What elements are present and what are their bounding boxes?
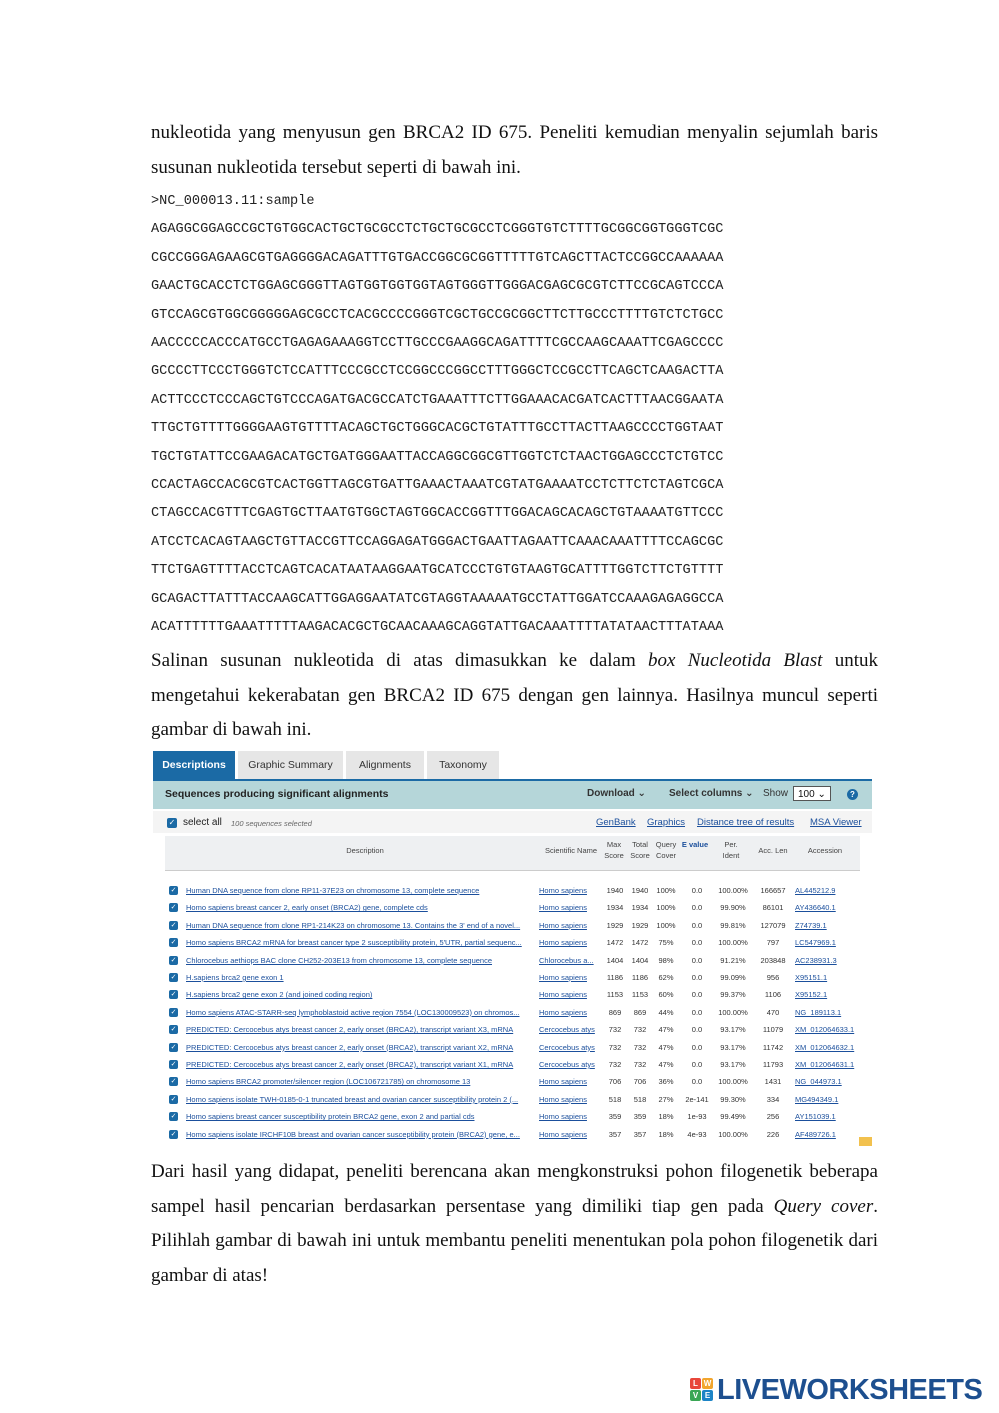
row-scientific-name-link[interactable]: Homo sapiens xyxy=(539,938,587,948)
nucleotide-sequence xyxy=(151,188,878,643)
row-checkbox[interactable]: ✓ xyxy=(170,1061,177,1068)
row-len-cell: 226 xyxy=(766,1129,780,1139)
row-max-cell: 732 xyxy=(608,1060,622,1069)
row-qc-cell: 27% xyxy=(658,1094,674,1104)
row-description-link[interactable]: Chlorocebus aethiops BAC clone CH252-203E13 from chromosome 13, complete sequence xyxy=(186,955,493,965)
row-e-cell: 0.0 xyxy=(691,903,703,913)
row-max-cell: 732 xyxy=(608,1042,622,1052)
row-pi-cell: 99.37% xyxy=(720,990,746,1000)
row-len-cell: 797 xyxy=(766,938,780,948)
table-row[interactable] xyxy=(153,935,872,952)
table-row[interactable] xyxy=(153,918,872,935)
row-scientific-name-link[interactable]: Homo sapiens xyxy=(539,1129,587,1139)
row-accession-link[interactable]: AY436640.1 xyxy=(795,903,836,913)
row-scientific-name-link[interactable]: Chlorocebus a... xyxy=(539,955,594,965)
row-accession-link[interactable]: AL445212.9 xyxy=(795,886,836,895)
row-accession-link[interactable]: X95151.1 xyxy=(795,973,828,982)
table-row[interactable] xyxy=(153,1040,872,1057)
col-query-cover[interactable]: Query Cover xyxy=(655,840,677,860)
row-len-cell: 86101 xyxy=(762,903,784,913)
row-accession-link[interactable]: Z74739.1 xyxy=(795,920,827,930)
row-max-cell: 1153 xyxy=(606,990,624,1000)
row-e-cell: 0.0 xyxy=(691,938,703,948)
sequence-line: TTCTGAGTTTTACCTCAGTCACATAATAAGGAATGCATCCCTGTGTAAGTGCATTTTGGTCTTCTGTTTT xyxy=(151,563,724,579)
table-row[interactable] xyxy=(153,900,872,917)
sequence-line: TTGCTGTTTTGGGGAAGTGTTTTACAGCTGCTGGGCACGCTGTATTTGCCTTACTTAAGCCCCTGGTAAT xyxy=(151,421,724,437)
row-max-cell: 359 xyxy=(608,1112,622,1122)
row-description-link[interactable]: Human DNA sequence from clone RP11-37E23 on chromosome 13, complete sequence xyxy=(186,886,480,895)
col-acc-len[interactable]: Acc. Len xyxy=(758,846,788,855)
liveworksheets-logo xyxy=(690,1373,990,1407)
sequence-line: GTCCAGCGTGGCGGGGGAGCGCCTCACGCCCCGGGTCGCTGCCGCGGCTTCTTGCCCTTTTGTCTCTGCC xyxy=(151,307,724,323)
row-checkbox[interactable]: ✓ xyxy=(170,921,177,929)
row-scientific-name-link[interactable]: Homo sapiens xyxy=(539,920,587,930)
row-qc-cell: 47% xyxy=(658,1060,674,1069)
row-total-cell: 1940 xyxy=(631,886,649,895)
table-row[interactable] xyxy=(153,1057,872,1074)
table-row[interactable] xyxy=(153,1092,872,1109)
table-row[interactable] xyxy=(153,1127,872,1144)
table-row[interactable] xyxy=(153,883,872,900)
table-row[interactable] xyxy=(153,1109,872,1126)
intro-paragraph: nukleotida yang menyusun gen BRCA2 ID 675. Peneliti kemudian menyalin sejumlah baris susunan nukleotida tersebut seperti di bawah ini. xyxy=(151,122,878,178)
select-all-label: select all xyxy=(183,817,222,828)
row-total-cell: 1186 xyxy=(631,973,649,982)
row-qc-cell: 60% xyxy=(658,990,674,1000)
row-description-link[interactable]: Homo sapiens BRCA2 promoter/silencer region (LOC106721785) on chromosome 13 xyxy=(186,1077,471,1087)
row-description-link[interactable]: PREDICTED: Cercocebus atys breast cancer 2, early onset (BRCA2), transcript variant X2, mRNA xyxy=(186,1042,514,1052)
row-pi-cell: 93.17% xyxy=(720,1060,746,1069)
row-scientific-name-link[interactable]: Homo sapiens xyxy=(539,990,587,1000)
col-total-score[interactable]: Total Score xyxy=(630,840,650,860)
row-checkbox[interactable]: ✓ xyxy=(170,904,177,912)
row-total-cell: 869 xyxy=(633,1007,647,1017)
row-pi-cell: 99.81% xyxy=(720,920,746,930)
row-pi-cell: 100.00% xyxy=(718,1077,748,1087)
row-total-cell: 732 xyxy=(633,1025,647,1035)
row-description-link[interactable]: Homo sapiens isolate TWH-0185-0-1 truncated breast and ovarian cancer susceptibility protein 2 (... xyxy=(186,1094,519,1104)
row-description-link[interactable]: Homo sapiens ATAC-STARR-seq lymphoblastoid active region 7554 (LOC130009523) on chromos... xyxy=(186,1007,520,1017)
row-checkbox[interactable]: ✓ xyxy=(170,1078,177,1086)
row-pi-cell: 100.00% xyxy=(718,1007,748,1017)
row-max-cell: 1472 xyxy=(606,938,624,948)
tab-descriptions[interactable]: Descriptions xyxy=(153,751,235,779)
row-qc-cell: 36% xyxy=(658,1077,674,1087)
row-len-cell: 470 xyxy=(766,1007,780,1017)
row-len-cell: 1106 xyxy=(764,990,782,1000)
row-len-cell: 256 xyxy=(766,1112,780,1122)
row-scientific-name-link[interactable]: Homo sapiens xyxy=(539,886,587,895)
row-accession-link[interactable]: NG_189113.1 xyxy=(795,1007,842,1017)
col-e-value[interactable]: E value xyxy=(681,840,709,849)
row-total-cell: 359 xyxy=(633,1112,647,1122)
distance-tree-link[interactable]: Distance tree of results xyxy=(697,817,795,828)
row-e-cell: 0.0 xyxy=(691,920,703,930)
row-e-cell: 1e-93 xyxy=(687,1112,707,1122)
sequence-line: TGCTGTATTCCGAAGACATGCTGATGGGAATTACCAGGCGGCGTTGGTCTCTAACTGGAGCCCTCTGTCC xyxy=(151,449,724,465)
row-len-cell: 11793 xyxy=(762,1060,784,1069)
row-checkbox[interactable]: ✓ xyxy=(170,939,177,947)
sequence-line: ACATTTTTTGAAATTTTTAAGACACGCTGCAACAAAGCAGGTATTGACAAATTTTATATAACTTTATAAA xyxy=(151,620,724,636)
row-checkbox[interactable]: ✓ xyxy=(170,1008,177,1016)
sequence-line: AGAGGCGGAGCCGCTGTGGCACTGCTGCGCCTCTGCTGCGCCTCGGGTGTCTTTTGCGGCGGTGGGTCGC xyxy=(151,222,724,238)
logo-tile: E xyxy=(702,1390,713,1401)
row-max-cell: 869 xyxy=(608,1007,622,1017)
text-segment: untuk mengetahui kekerabatan gen BRCA2 ID 675 dengan gen lainnya. Hasilnya muncul seperti gambar di bawah ini. xyxy=(151,650,878,740)
row-scientific-name-link[interactable]: Homo sapiens xyxy=(539,1077,587,1087)
row-checkbox[interactable]: ✓ xyxy=(170,887,177,894)
row-checkbox[interactable]: ✓ xyxy=(170,1026,177,1034)
row-qc-cell: 18% xyxy=(658,1112,674,1122)
row-e-cell: 0.0 xyxy=(691,886,703,895)
download-button[interactable]: Download ⌄ xyxy=(587,788,646,799)
row-pi-cell: 100.00% xyxy=(718,886,748,895)
row-scientific-name-link[interactable]: Homo sapiens xyxy=(539,1112,587,1122)
row-qc-cell: 98% xyxy=(658,955,674,965)
sequence-line: ATCCTCACAGTAAGCTGTTACCGTTCCAGGAGATGGGACTGAATTAGAATTCAAACAAATTTTCCAGCGC xyxy=(151,534,724,550)
row-checkbox[interactable]: ✓ xyxy=(170,1095,177,1103)
row-checkbox[interactable]: ✓ xyxy=(170,1113,177,1121)
row-len-cell: 166657 xyxy=(760,886,786,895)
row-len-cell: 1431 xyxy=(764,1077,782,1087)
row-total-cell: 732 xyxy=(633,1042,647,1052)
row-e-cell: 0.0 xyxy=(691,1077,703,1087)
row-len-cell: 127079 xyxy=(760,920,786,930)
question-paragraph xyxy=(151,1155,878,1293)
select-all-row xyxy=(153,811,872,833)
sequence-lines xyxy=(151,222,723,635)
row-e-cell: 0.0 xyxy=(691,1025,703,1035)
col-accession[interactable]: Accession xyxy=(807,846,843,855)
row-accession-link[interactable]: XM_012064631.1 xyxy=(795,1060,855,1069)
row-scientific-name-link[interactable]: Homo sapiens xyxy=(539,1007,587,1017)
table-row[interactable] xyxy=(153,987,872,1004)
row-max-cell: 518 xyxy=(608,1094,622,1104)
row-len-cell: 956 xyxy=(766,973,780,982)
row-accession-link[interactable]: LC547969.1 xyxy=(795,938,836,948)
text-segment: Salinan susunan nukleotida di atas dimasukkan ke dalam xyxy=(151,650,649,671)
row-max-cell: 706 xyxy=(608,1077,622,1087)
row-len-cell: 334 xyxy=(766,1094,780,1104)
sequence-line: ACTTCCCTCCCAGCTGTCCCAGATGACGCCATCTGAAATTTCTTGGAAACACGATCACTTTAACGGAATA xyxy=(151,392,724,408)
row-e-cell: 0.0 xyxy=(691,955,703,965)
row-qc-cell: 62% xyxy=(658,973,674,982)
results-title: Sequences producing significant alignments xyxy=(165,788,389,800)
row-total-cell: 1472 xyxy=(631,938,649,948)
row-pi-cell: 93.17% xyxy=(720,1042,746,1052)
row-total-cell: 518 xyxy=(633,1094,647,1104)
text-segment: . Pilihlah gambar di bawah ini untuk membantu peneliti menentukan pola pohon filogenetik dari gambar di atas! xyxy=(151,1195,878,1286)
blast-results-screenshot xyxy=(153,749,872,1146)
table-row[interactable] xyxy=(153,1074,872,1091)
row-qc-cell: 47% xyxy=(658,1025,674,1035)
row-pi-cell: 99.30% xyxy=(720,1094,746,1104)
logo-wordmark: LIVEWORKSHEETS xyxy=(717,1374,983,1406)
table-row[interactable] xyxy=(153,953,872,970)
row-description-link[interactable]: H.sapiens brca2 gene exon 1 xyxy=(186,973,284,982)
blast-paragraph xyxy=(151,644,878,748)
row-checkbox[interactable]: ✓ xyxy=(170,974,177,981)
row-accession-link[interactable]: X95152.1 xyxy=(795,990,828,1000)
row-description-link[interactable]: Homo sapiens BRCA2 mRNA for breast cancer type 2 susceptibility protein, 5'UTR, partial sequenc... xyxy=(186,938,522,948)
row-total-cell: 357 xyxy=(633,1129,647,1139)
graphics-link[interactable]: Graphics xyxy=(647,817,686,828)
row-qc-cell: 100% xyxy=(656,903,676,913)
sequence-line: AACCCCCACCCATGCCTGAGAGAAAGGTCCTTGCCCGAAGGCAGATTTTCGCCAAGCAAATTCGAGCCCC xyxy=(151,336,724,352)
row-scientific-name-link[interactable]: Cercocebus atys xyxy=(539,1042,595,1052)
logo-mark-icon xyxy=(690,1378,714,1402)
row-qc-cell: 47% xyxy=(658,1042,674,1052)
row-qc-cell: 100% xyxy=(656,920,676,930)
sequence-line: GCCCCTTCCCTGGGTCTCCATTTCCCGCCTCCGGCCCGGCCTTTGGGCTCCGCCTTCAGCTCAAGACTTA xyxy=(151,364,724,380)
row-e-cell: 4e-93 xyxy=(687,1129,707,1139)
genbank-link[interactable]: GenBank xyxy=(596,817,636,828)
row-description-link[interactable]: Homo sapiens breast cancer 2, early onset (BRCA2) gene, complete cds xyxy=(186,903,428,913)
row-description-link[interactable]: Human DNA sequence from clone RP1-214K23 on chromosome 13. Contains the 3' end of a novel... xyxy=(186,920,521,930)
results-tabs xyxy=(153,749,872,779)
row-max-cell: 1186 xyxy=(606,973,624,982)
row-pi-cell: 99.09% xyxy=(720,973,746,982)
sequence-line: CCACTAGCCACGCGTCACTGGTTAGCGTGATTGAAACTAAATCGTATGAAAATCCTCTTCTCTAGTCGCA xyxy=(151,478,724,494)
row-max-cell: 1934 xyxy=(606,903,624,913)
italic-term: Query cover xyxy=(773,1195,874,1217)
row-e-cell: 0.0 xyxy=(691,1060,703,1069)
row-scientific-name-link[interactable]: Homo sapiens xyxy=(539,903,587,913)
logo-tile: W xyxy=(703,1379,712,1388)
row-total-cell: 1929 xyxy=(631,920,649,930)
show-label: Show xyxy=(763,788,789,799)
row-scientific-name-link[interactable]: Cercocebus atys xyxy=(539,1060,595,1069)
col-per-ident[interactable]: Per. Ident xyxy=(722,840,740,860)
row-total-cell: 1934 xyxy=(631,903,649,913)
row-checkbox[interactable]: ✓ xyxy=(170,1043,177,1051)
row-max-cell: 732 xyxy=(608,1025,622,1035)
row-max-cell: 357 xyxy=(608,1129,622,1139)
row-accession-link[interactable]: XM_012064633.1 xyxy=(795,1025,855,1035)
italic-term: box Nucleotida Blast xyxy=(648,650,823,671)
tab-taxonomy[interactable]: Taxonomy xyxy=(427,751,499,779)
row-total-cell: 1404 xyxy=(631,955,649,965)
row-checkbox[interactable]: ✓ xyxy=(170,1130,177,1138)
row-max-cell: 1929 xyxy=(606,920,624,930)
row-accession-link[interactable]: AY151039.1 xyxy=(795,1112,836,1122)
col-max-score[interactable]: Max Score xyxy=(604,840,624,860)
row-len-cell: 203848 xyxy=(760,955,786,965)
row-accession-link[interactable]: XM_012064632.1 xyxy=(795,1042,855,1052)
msa-viewer-link[interactable]: MSA Viewer xyxy=(810,817,862,828)
row-pi-cell: 99.49% xyxy=(720,1112,746,1122)
row-qc-cell: 75% xyxy=(658,938,674,948)
row-total-cell: 1153 xyxy=(631,990,649,1000)
row-pi-cell: 93.17% xyxy=(720,1025,746,1035)
tab-graphic-summary[interactable]: Graphic Summary xyxy=(238,751,343,779)
tab-alignments[interactable]: Alignments xyxy=(346,751,424,779)
row-total-cell: 706 xyxy=(633,1077,647,1087)
row-pi-cell: 91.21% xyxy=(720,955,746,965)
row-e-cell: 0.0 xyxy=(691,1042,703,1052)
table-row[interactable] xyxy=(153,1022,872,1039)
help-icon[interactable]: ? xyxy=(847,789,858,800)
row-pi-cell: 100.00% xyxy=(718,1129,748,1139)
row-description-link[interactable]: PREDICTED: Cercocebus atys breast cancer 2, early onset (BRCA2), transcript variant X3, mRNA xyxy=(186,1025,514,1035)
row-description-link[interactable]: PREDICTED: Cercocebus atys breast cancer 2, early onset (BRCA2), transcript variant X1, mRNA xyxy=(186,1060,514,1069)
row-accession-link[interactable]: AF489726.1 xyxy=(795,1129,836,1139)
row-scientific-name-link[interactable]: Homo sapiens xyxy=(539,973,587,982)
results-header xyxy=(153,779,872,809)
table-row[interactable] xyxy=(153,1005,872,1022)
row-e-cell: 0.0 xyxy=(691,1007,703,1017)
scrollbar-handle[interactable] xyxy=(859,1137,872,1146)
column-headers xyxy=(165,836,860,871)
row-checkbox[interactable]: ✓ xyxy=(170,991,177,999)
sequence-line: GAACTGCACCTCTGGAGCGGGTTAGTGGTGGTGGTAGTGGGTTGGGACGAGCGCGTCTTCCGCAGTCCCA xyxy=(151,279,724,295)
logo-tile: V xyxy=(690,1390,701,1401)
row-qc-cell: 18% xyxy=(658,1129,674,1139)
sequence-line: CGCCGGGAGAAGCGTGAGGGGACAGATTTGTGACCGGCGCGGTTTTTGTCAGCTTACTCCGGCCAAAAAA xyxy=(151,250,724,266)
select-columns-button[interactable]: Select columns ⌄ xyxy=(669,788,754,799)
show-count-select[interactable]: 100 ⌄ xyxy=(793,786,831,801)
row-total-cell: 732 xyxy=(633,1060,647,1069)
row-qc-cell: 44% xyxy=(658,1007,674,1017)
row-accession-link[interactable]: MG494349.1 xyxy=(795,1094,839,1104)
row-pi-cell: 99.90% xyxy=(720,903,746,913)
table-row[interactable] xyxy=(153,970,872,987)
row-checkbox[interactable]: ✓ xyxy=(170,956,177,964)
row-e-cell: 2e-141 xyxy=(685,1094,709,1104)
row-description-link[interactable]: H.sapiens brca2 gene exon 2 (and joined coding region) xyxy=(186,990,373,1000)
row-max-cell: 1404 xyxy=(606,955,624,965)
selected-count: 100 sequences selected xyxy=(231,819,312,828)
row-scientific-name-link[interactable]: Homo sapiens xyxy=(539,1094,587,1104)
sequence-line: CTAGCCACGTTTCGAGTGCTTAATGTGGCTAGTGGCACCGGTTTGGACAGCACAGCTGTAAAATGTTCCC xyxy=(151,506,724,522)
row-len-cell: 11079 xyxy=(762,1025,784,1035)
row-max-cell: 1940 xyxy=(606,886,624,895)
text-segment: Dari hasil yang didapat, peneliti berencana akan mengkonstruksi pohon filogenetik beberapa sampel hasil pencarian berdasarkan persentase yang dimiliki tiap gen pada xyxy=(151,1161,878,1217)
row-qc-cell: 100% xyxy=(656,886,676,895)
row-description-link[interactable]: Homo sapiens isolate IRCHF10B breast and ovarian cancer susceptibility protein (BRCA2) gene, e... xyxy=(186,1129,520,1139)
row-e-cell: 0.0 xyxy=(691,990,703,1000)
row-accession-link[interactable]: NG_044973.1 xyxy=(795,1077,842,1087)
row-scientific-name-link[interactable]: Cercocebus atys xyxy=(539,1025,595,1035)
col-scientific-name[interactable]: Scientific Name xyxy=(544,846,598,855)
row-e-cell: 0.0 xyxy=(691,973,703,982)
row-accession-link[interactable]: AC238931.3 xyxy=(795,955,837,965)
select-all-checkbox[interactable]: ✓ xyxy=(168,818,176,827)
row-pi-cell: 100.00% xyxy=(718,938,748,948)
col-description[interactable]: Description xyxy=(346,846,384,855)
row-description-link[interactable]: Homo sapiens breast cancer susceptibility protein BRCA2 gene, exon 2 and partial cds xyxy=(186,1112,475,1122)
sequence-header: >NC_000013.11:sample xyxy=(151,194,315,209)
row-len-cell: 11742 xyxy=(762,1042,784,1052)
logo-tile: L xyxy=(690,1378,701,1389)
sequence-line: GCAGACTTATTTACCAAGCATTGGAGGAATATCGTAGGTAAAAATGCCTATTGGATCCAAAGAGAGGCCA xyxy=(151,591,724,607)
